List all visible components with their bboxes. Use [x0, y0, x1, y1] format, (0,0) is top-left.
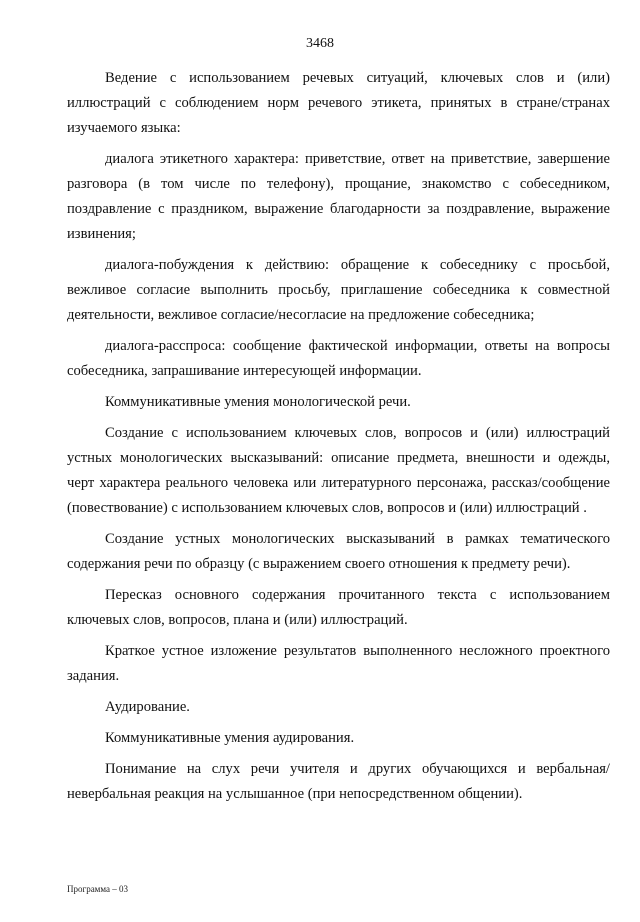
paragraph: Создание устных монологических высказываний в рамках тематического содержания речи по образцу (с выражением своего отношения к предмету речи).: [67, 531, 610, 572]
footer-label: Программа – 03: [67, 884, 129, 894]
paragraph: Пересказ основного содержания прочитанного текста с использованием ключевых слов, вопросов, плана и (или) иллюстраций.: [67, 587, 610, 628]
paragraph: Ведение с использованием речевых ситуаций, ключевых слов и (или) иллюстраций с соблюдением норм речевого этикета, принятых в стране/странах изучаемого языка:: [67, 70, 610, 136]
paragraph: Понимание на слух речи учителя и других обучающихся и вербальная/невербальная реакция на услышанное (при непосредственном общении).: [67, 761, 610, 802]
page-number: 3468: [306, 36, 334, 51]
paragraph: Краткое устное изложение результатов выполненного несложного проектного задания.: [67, 643, 610, 684]
document-body: [67, 66, 610, 813]
paragraph: диалога-побуждения к действию: обращение к собеседнику с просьбой, вежливое согласие выполнить просьбу, приглашение собеседника к совместной деятельности, вежливое согласие/несогласие на предложение собеседника;: [67, 257, 610, 323]
paragraph: диалога-расспроса: сообщение фактической информации, ответы на вопросы собеседника, запрашивание интересующей информации.: [67, 338, 610, 379]
paragraph: Создание с использованием ключевых слов, вопросов и (или) иллюстраций устных монологических высказываний: описание предмета, внешности и одежды, черт характера реального человека или литературного персонажа, рассказ/сообщение (повествование) с использованием ключевых слов, вопросов и (или) иллюстраций .: [67, 425, 610, 516]
section-heading: Коммуникативные умения аудирования.: [105, 730, 355, 746]
section-heading: Коммуникативные умения монологической речи.: [105, 394, 411, 410]
paragraph: диалога этикетного характера: приветствие, ответ на приветствие, завершение разговора (в том числе по телефону), прощание, знакомство с собеседником, поздравление с праздником, выражение благодарности за поздравление, выражение извинения;: [67, 151, 610, 242]
section-heading: Аудирование.: [105, 699, 190, 715]
